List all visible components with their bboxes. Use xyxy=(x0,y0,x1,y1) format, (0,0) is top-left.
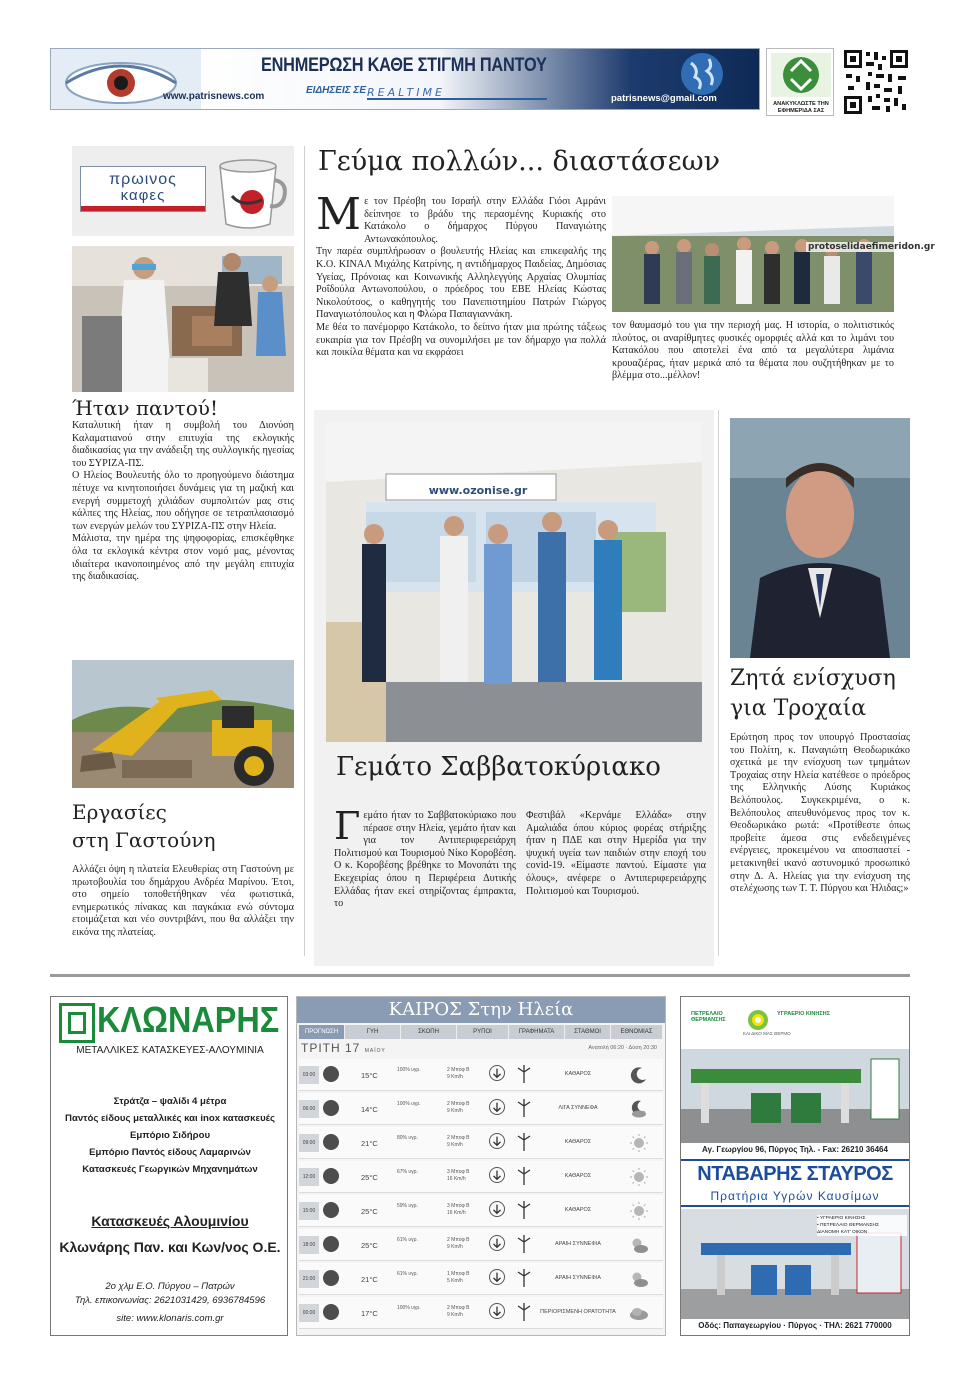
weather-humidity: 67% υγρ. xyxy=(397,1169,418,1175)
weather-time: 03:00 xyxy=(299,1066,319,1084)
klonaris-services xyxy=(51,1093,289,1178)
dinner-paragraph: Την παρέα συμπλήρωσαν ο βουλευτής Ηλείας και επικεφαλής της Κ.Ο. ΚΙΝΑΛ Μιχάλης Κατρίνης, η αντιδήμαρχος Παιδείας, Δημόσιας Υγείας, Πρόνοιας και Κοινωνικής Αλληλεγγύης Αρχαίας Ολυμπίας Ροΐδούλα Αντωνοπούλου, ο πρόεδρος του ΕΒΕ Ηλείας Κώστας Νικολούτσος, ο καθηγητής του Πανεπιστημίου Πατρών Γιώργος Παναγιωτόπουλος και η Φλώρα Παπαγιαννάκη. xyxy=(316,246,606,321)
wind-turbine-icon xyxy=(517,1201,531,1219)
weather-wind-beaufort: 2 Μποφ Β xyxy=(447,1135,470,1141)
weather-time: 09:00 xyxy=(299,1134,319,1152)
wind-direction-icon xyxy=(489,1303,505,1319)
ntavaris-address: Αγ. Γεωργίου 96, Πύργος Τηλ. - Fax: 26210 36464 xyxy=(702,1145,888,1154)
klonaris-brand: ΚΛΩΝΑΡΗΣ xyxy=(97,999,280,1040)
recycle-box xyxy=(766,48,834,116)
weather-wind-beaufort: 3 Μποφ Β xyxy=(447,1203,470,1209)
wind-direction-icon xyxy=(489,1133,505,1149)
ntavaris-logo-left-sub: ΚΑΙ ΔΙΚΟ ΜΑΣ ΘΕΡΜΟ xyxy=(743,1031,791,1036)
weather-humidity: 61% υγρ. xyxy=(397,1237,418,1243)
weather-condition: ΚΑΘΑΡΟΣ xyxy=(564,1173,592,1179)
weather-temp: 21°C xyxy=(361,1139,378,1148)
clock-icon xyxy=(323,1134,339,1150)
weather-humidity: 100% υγρ. xyxy=(397,1305,421,1311)
banner-email[interactable]: patrisnews@gmail.com xyxy=(611,93,717,104)
weather-tab-forecast[interactable]: ΠΡΟΓΝΩΣΗ xyxy=(299,1025,345,1039)
sun-icon xyxy=(629,1133,649,1153)
weather-wind xyxy=(447,1305,469,1319)
dinner-lead xyxy=(316,189,606,246)
weather-wind-speed: 9 Km/h xyxy=(447,1108,463,1114)
weather-month: ΜΑΪΟΥ xyxy=(364,1048,386,1054)
weather-time: 15:00 xyxy=(299,1202,319,1220)
weather-tab[interactable]: ΣΤΑΘΜΟΙ xyxy=(565,1025,611,1039)
weather-day xyxy=(301,1041,386,1055)
weather-day-label: ΤΡΙΤΗ 17 xyxy=(301,1041,361,1055)
weather-condition: ΚΑΘΑΡΟΣ xyxy=(564,1139,592,1145)
klonaris-site[interactable]: site: www.klonaris.com.gr xyxy=(116,1313,224,1324)
gastouni-headline xyxy=(72,798,216,854)
coffee-paragraph: Μάλιστα, την ημέρα της ψηφοφορίας, επισκέφθηκε όλα τα εκλογικά κέντρα στον νομό μας, μένοντας ιδιαίτερα ικανοποιημένος από την μεγάλη επιτυχία της διαδικασίας. xyxy=(72,533,294,583)
ntavaris-footer: Οδός: Παπαγεωργίου · Πύργος · ΤΗΛ: 2621 770000 xyxy=(698,1321,892,1330)
wind-turbine-icon xyxy=(517,1269,531,1287)
sun-cloud-icon xyxy=(629,1235,649,1255)
coffee-column-header xyxy=(72,146,294,236)
wind-direction-icon xyxy=(489,1099,505,1115)
dinner-paragraph: Με θέα το πανέμορφο Κατάκολο, το δείπνο ήταν μια πρώτης τάξεως ευκαιρία για τον Πρέσβη να συνομιλήσει με τον δήμαρχο για πολλά και ποικίλα θέματα και να εκφράσει xyxy=(316,321,606,359)
weather-row xyxy=(299,1263,663,1295)
klonaris-logo xyxy=(59,999,281,1043)
coffee-label-top: πρωινος xyxy=(109,171,177,188)
weather-row xyxy=(299,1229,663,1261)
wind-direction-icon xyxy=(489,1269,505,1285)
weekend-col1-text xyxy=(334,804,516,911)
ntavaris-logos xyxy=(681,997,909,1049)
weather-humidity: 59% υγρ. xyxy=(397,1203,418,1209)
column-rule xyxy=(304,146,305,956)
klonaris-logo-mark xyxy=(59,1003,95,1043)
klonaris-company: Κλωνάρης Παν. και Κων/νος Ο.Ε. xyxy=(59,1239,281,1255)
weather-wind xyxy=(447,1135,469,1149)
wind-turbine-icon xyxy=(517,1303,531,1321)
weekend-article-col1 xyxy=(334,804,516,911)
cloud-icon xyxy=(629,1303,649,1323)
moon-icon xyxy=(629,1065,649,1085)
banner-url[interactable]: www.patrisnews.com xyxy=(163,91,265,102)
wind-direction-icon xyxy=(489,1167,505,1183)
wind-direction-icon xyxy=(489,1235,505,1251)
ntavaris-badge: • ΥΓΡΑΕΡΙΟ ΚΙΝΗΣΗΣ xyxy=(817,1216,866,1221)
dinner-photo xyxy=(612,196,894,312)
gastouni-article: Αλλάζει όψη η πλατεία Ελευθερίας στη Γαστούνη με πρωτοβουλία του δημάρχου Ανδρέα Μαρίνου. Έτσι, στο σημείο τοποθετήθηκαν νέα φωτιστικά, ενημερωτικός πίνακας και παγκάκια ενώ σύντομα ετοιμάζεται και νέο συντριβάνι, που θα αλλάξει την εικόνα της πλατείας. xyxy=(72,864,294,938)
weather-temp: 17°C xyxy=(361,1309,378,1318)
banner-realtime: REALTIME xyxy=(367,86,547,100)
wind-direction-icon xyxy=(489,1065,505,1081)
weather-temp: 14°C xyxy=(361,1105,378,1114)
top-banner[interactable] xyxy=(50,48,760,110)
weather-wind-beaufort: 2 Μποφ Β xyxy=(447,1237,470,1243)
weather-row xyxy=(299,1059,663,1091)
weather-condition: ΚΑΘΑΡΟΣ xyxy=(564,1071,592,1077)
weather-humidity: 61% υγρ. xyxy=(397,1271,418,1277)
weather-row xyxy=(299,1161,663,1193)
sun-icon xyxy=(629,1167,649,1187)
klonaris-logo-mark-inner xyxy=(68,1012,86,1034)
weather-wind-speed: 16 Km/h xyxy=(447,1210,466,1216)
ntavaris-logo-right: ΥΓΡΑΕΡΙΟ ΚΙΝΗΣΗΣ xyxy=(777,1011,830,1017)
weather-time: 21:00 xyxy=(299,1270,319,1288)
qr-code-icon[interactable] xyxy=(842,48,910,116)
traffic-headline xyxy=(730,664,896,724)
weather-temp: 25°C xyxy=(361,1207,378,1216)
coffee-cup-icon xyxy=(212,152,288,232)
sun-icon xyxy=(629,1201,649,1221)
coffee-label-bar xyxy=(81,206,205,211)
weather-wind-beaufort: 3 Μποφ Β xyxy=(447,1169,470,1175)
weather-wind xyxy=(447,1203,469,1217)
recycle-icon xyxy=(767,49,835,101)
weather-wind-speed: 9 Km/h xyxy=(447,1074,463,1080)
klonaris-address: 2ο χλμ Ε.Ο. Πύργου – Πατρών xyxy=(105,1281,235,1292)
wind-turbine-icon xyxy=(517,1065,531,1083)
weather-row xyxy=(299,1093,663,1125)
moon-cloud-icon xyxy=(629,1099,649,1119)
weather-temp: 15°C xyxy=(361,1071,378,1080)
weather-condition: ΛΙΓΑ ΣΥΝΝΕΦΑ xyxy=(558,1105,598,1111)
bp-logo-icon xyxy=(747,1009,769,1031)
weather-title: ΚΑΙΡΟΣ Στην Ηλεία xyxy=(297,997,665,1023)
dinner-article-left xyxy=(316,189,606,360)
coffee-photo xyxy=(72,246,294,392)
ozonise-sign: www.ozonise.gr xyxy=(428,484,528,497)
gastouni-headline-line1: Εργασίες xyxy=(72,800,167,824)
ntavaris-name-banner xyxy=(681,1159,909,1207)
ntavaris-badge: ΔΙΑΝΟΜΗ ΚΑΤ' ΟΙΚΟΝ xyxy=(817,1230,868,1235)
section-divider xyxy=(50,974,910,977)
klonaris-service-line: Παντός είδους μεταλλικές και inox κατασκευές xyxy=(65,1113,275,1124)
banner-title: ΕΝΗΜΕΡΩΣΗ ΚΑΘΕ ΣΤΙΓΜΗ ΠΑΝΤΟΥ xyxy=(260,55,547,76)
weather-humidity: 100% υγρ. xyxy=(397,1067,421,1073)
dinner-article-right: τον θαυμασμό του για την περιοχή μας. Η ιστορία, ο πολιτιστικός πλούτος, οι αναρίθμητες φυσικές ομορφιές αλλά και το λιμάνι του Κατακόλου που αποτελεί ένα από τα μεγαλύτερα λιμάνια κρουαζιέρας, ήταν μερικά από τα θέματα που συζητήθηκαν με το βλέμμα στο...μέλλον! xyxy=(612,320,894,382)
coffee-paragraph: Ο Ηλείος Βουλευτής όλο το προηγούμενο διάστημα πέτυχε να κινητοποιήσει δυνάμεις για τη μαζική και ενεργή συμμετοχή χιλιάδων συμπολιτών μας στις κάλπες της Ηλείας, που οδήγησε σε τετραπλασιασμό των ενεργών μελών του ΣΥΡΙΖΑ-ΠΣ στην Ηλεία. xyxy=(72,470,294,532)
clock-icon xyxy=(323,1100,339,1116)
wind-turbine-icon xyxy=(517,1099,531,1117)
traffic-headline-line2: για Τροχαία xyxy=(730,696,867,721)
wind-turbine-icon xyxy=(517,1167,531,1185)
weekend-dropcap: Γ xyxy=(334,804,361,848)
weather-condition: ΚΑΘΑΡΟΣ xyxy=(564,1207,592,1213)
globe-icon xyxy=(673,51,731,97)
weather-row xyxy=(299,1297,663,1329)
weather-condition: ΠΕΡΙΟΡΙΣΜΕΝΗ ΟΡΑΤΟΤΗΤΑ xyxy=(540,1309,616,1315)
ntavaris-badges xyxy=(817,1215,907,1236)
weather-time: 18:00 xyxy=(299,1236,319,1254)
ntavaris-badge: • ΠΕΤΡΕΛΑΙΟ ΘΕΡΜΑΝΣΗΣ xyxy=(817,1223,879,1228)
weather-time: 12:00 xyxy=(299,1168,319,1186)
weather-wind-speed: 9 Km/h xyxy=(447,1244,463,1250)
weather-wind xyxy=(447,1067,469,1081)
traffic-article: Ερώτηση προς τον υπουργό Προστασίας του Πολίτη, κ. Παναγιώτη Θεοδωρικάκο σχετικά με την ενίσχυση των τμημάτων Τροχαίας στην Ηλεία κατέθεσε ο πρόεδρος της Ελληνικής Λύσης Κυριάκος Βελόπουλος. Συγκεκριμένα, ο κ. Βελόπουλος απευθυνόμενος προς τον κ. Θεοδωρικάκο ρωτά: «Προτίθεστε όπως προβείτε άμεσα στις ενδεδειγμένες ενέργειες, προκειμένου να αποσπαστεί - μετακινηθεί ικανό αστυνομικό προσωπικό στην Δ. Α. Ηλείας για την ενίσχυση της στελέχωσης των Τ. Τ. Πύργου και Ήλιδας;» xyxy=(730,732,910,895)
ntavaris-logo-left: ΠΕΤΡΕΛΑΙΟ ΘΕΡΜΑΝΣΗΣ xyxy=(691,1011,726,1023)
weather-time: 06:00 xyxy=(299,1100,319,1118)
gastouni-headline-line2: στη Γαστούνη xyxy=(72,828,216,852)
weather-row xyxy=(299,1195,663,1227)
klonaris-phone: Τηλ. επικοινωνίας: 2621031429, 6936784596 xyxy=(74,1295,266,1306)
weather-wind xyxy=(447,1169,469,1183)
weather-wind-speed: 9 Km/h xyxy=(447,1142,463,1148)
weekend-headline: Γεμάτο Σαββατοκύριακο xyxy=(336,752,661,782)
klonaris-aluminium: Κατασκευές Αλουμινίου xyxy=(91,1213,249,1229)
clock-icon xyxy=(323,1270,339,1286)
weather-tab[interactable]: ΣΚΟΠΗ xyxy=(401,1025,457,1039)
column-rule xyxy=(718,410,719,956)
weekend-article-col2: Φεστιβάλ «Κερνάμε Ελλάδα» στην Αμαλιάδα όπου κύριος φορέας στήριξης ήταν η ΠΔΕ και στην Ημερίδα για την ψυχική υγεία των παιδιών στην εποχή του covid-19. «Είμαστε παντού. Είμαστε για όλους», ανέφερε ο Αντιπεριφερειάρχης Πολιτισμού και Τουρισμού. xyxy=(526,810,706,897)
weekend-col1-body: εμάτο ήταν το Σαββατοκύριακο που πέρασε στην Ηλεία, γεμάτο ήταν και για τον Αντιπεριφερειάρχη Πολιτισμού και Τουρισμού Νίκο Κοροβέση. Ο κ. Κοροβέσης βρέθηκε το Μονοπάτι της Εκεχειρίας όπου η Περιφέρεια Δυτικής Ελλάδας ήταν εκεί στηρίζοντας έμπρακτα, το xyxy=(334,810,516,910)
ntavaris-name: ΝΤΑΒΑΡΗΣ ΣΤΑΥΡΟΣ xyxy=(697,1163,893,1185)
clock-icon xyxy=(323,1236,339,1252)
watermark: protoselidaefimeridon.gr xyxy=(808,242,935,252)
traffic-photo xyxy=(730,418,910,658)
weather-humidity: 80% υγρ. xyxy=(397,1135,418,1141)
clock-icon xyxy=(323,1066,339,1082)
weather-temp: 25°C xyxy=(361,1173,378,1182)
gastouni-photo xyxy=(72,660,294,788)
klonaris-subtitle: ΜΕΤΑΛΛΙΚΕΣ ΚΑΤΑΣΚΕΥΕΣ-ΑΛΟΥΜΙΝΙΑ xyxy=(76,1045,264,1056)
weather-temp: 25°C xyxy=(361,1241,378,1250)
weather-sun-times: Ανατολή 06:20 · Δύση 20:30 xyxy=(588,1045,657,1051)
wind-turbine-icon xyxy=(517,1133,531,1151)
wind-direction-icon xyxy=(489,1201,505,1217)
traffic-headline-line1: Ζητά ενίσχυση xyxy=(730,666,896,691)
weather-wind-beaufort: 1 Μποφ Β xyxy=(447,1271,470,1277)
gas-station-photo-top xyxy=(681,1049,909,1143)
weather-tab[interactable]: ΓΡΑΦΗΜΑΤΑ xyxy=(509,1025,565,1039)
weather-wind-speed: 5 Km/h xyxy=(447,1278,463,1284)
weather-wind-beaufort: 2 Μποφ Β xyxy=(447,1101,470,1107)
weather-tabs xyxy=(299,1025,663,1039)
coffee-label xyxy=(80,166,206,212)
weather-condition: ΑΡΑΙΗ ΣΥΝΝΕΦΙΑ xyxy=(555,1241,601,1247)
klonaris-service-line: Εμπόριο Σιδήρου xyxy=(129,1130,211,1141)
dinner-lead-text: ε τον Πρέσβη του Ισραήλ στην Ελλάδα Γιόσι Αμράνι δείπνησε το βράδυ της περασμένης Κυριακής στο Κατάκολο ο δήμαρχος Πύργου Παναγιώτης Αντωνακόπουλος. xyxy=(364,196,606,245)
klonaris-service-line: Εμπόριο Παντός είδους Λαμαρινών xyxy=(89,1147,251,1158)
weather-time: 00:00 xyxy=(299,1304,319,1322)
ntavaris-ad[interactable] xyxy=(680,996,910,1336)
klonaris-service-line: Κατασκευές Γεωργικών Μηχανημάτων xyxy=(82,1164,258,1175)
weather-widget xyxy=(296,996,666,1336)
sun-cloud-icon xyxy=(629,1269,649,1289)
clock-icon xyxy=(323,1168,339,1184)
coffee-article xyxy=(72,420,294,584)
weekend-photo xyxy=(326,422,702,742)
weather-humidity: 100% υγρ. xyxy=(397,1101,421,1107)
weather-row xyxy=(299,1127,663,1159)
weather-wind-beaufort: 2 Μποφ Β xyxy=(447,1305,470,1311)
weather-wind-beaufort: 2 Μποφ Β xyxy=(447,1067,470,1073)
weather-wind-speed: 9 Km/h xyxy=(447,1312,463,1318)
dinner-dropcap: Μ xyxy=(316,189,362,240)
wind-turbine-icon xyxy=(517,1235,531,1253)
weather-wind-speed: 16 Km/h xyxy=(447,1176,466,1182)
ntavaris-tagline: Πρατήρια Υγρών Καυσίμων xyxy=(710,1189,880,1203)
klonaris-ad[interactable] xyxy=(50,996,288,1336)
weather-condition: ΑΡΑΙΗ ΣΥΝΝΕΦΙΑ xyxy=(555,1275,601,1281)
weather-wind xyxy=(447,1237,469,1251)
clock-icon xyxy=(323,1202,339,1218)
weather-temp: 21°C xyxy=(361,1275,378,1284)
recycle-label: ΑΝΑΚΥΚΛΩΣΤΕ ΤΗΝ ΕΦΗΜΕΡΙΔΑ ΣΑΣ xyxy=(773,101,829,114)
weather-wind xyxy=(447,1271,469,1285)
coffee-headline: Ήταν παντού! xyxy=(72,396,218,420)
klonaris-service-line: Στράτζα – ψαλίδι 4 μέτρα xyxy=(113,1096,227,1107)
weather-tab[interactable]: ΕΘΝΟΜΙΑΣ xyxy=(611,1025,663,1039)
weather-tab[interactable]: ΓΥΗ xyxy=(345,1025,401,1039)
banner-subtitle: ΕΙΔΗΣΕΙΣ ΣΕ xyxy=(306,85,366,96)
coffee-label-bottom: καφες xyxy=(120,187,166,204)
coffee-paragraph: Καταλυτική ήταν η συμβολή του Διονύση Καλαματιανού στην επιτυχία της εκλογικής διαδικασίας για την ανάδειξη της συλλογικής ηγεσίας του ΣΥΡΙΖΑ-ΠΣ. xyxy=(72,420,294,469)
weather-wind xyxy=(447,1101,469,1115)
clock-icon xyxy=(323,1304,339,1320)
weather-tab[interactable]: ΡΥΠΟΙ xyxy=(457,1025,509,1039)
dinner-headline: Γεύμα πολλών... διαστάσεων xyxy=(318,146,721,177)
